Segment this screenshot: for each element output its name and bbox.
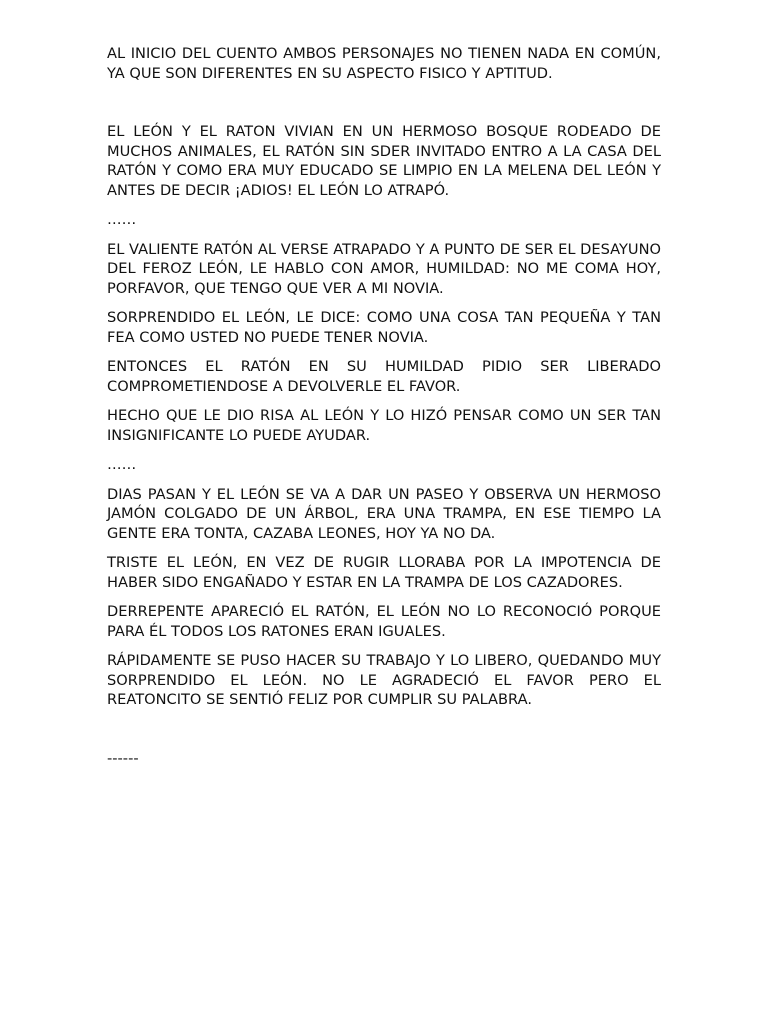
paragraph-hecho: HECHO QUE LE DIO RISA AL LEÓN Y LO HIZÓ PENSAR COMO UN SER TAN INSIGNIFICANTE LO PUEDE AYUDAR. [107,407,661,444]
paragraph-rapidamente: RÁPIDAMENTE SE PUSO HACER SU TRABAJO Y LO LIBERO, QUEDANDO MUY SORPRENDIDO EL LEÓN. NO LE AGRADECIÓ EL FAVOR PERO EL REATONCITO SE SENTIÓ FELIZ POR CUMPLIR SU PALABRA. [107,652,661,708]
ellipsis-separator: …… [107,211,137,228]
paragraph-bosque: EL LEÓN Y EL RATON VIVIAN EN UN HERMOSO BOSQUE RODEADO DE MUCHOS ANIMALES, EL RATÓN SIN SDER INVITADO ENTRO A LA CASA DEL RATÓN Y COMO ERA MUY EDUCADO SE LIMPIO EN LA MELENA DEL LEÓN Y ANTES DE DECIR ¡ADIOS! EL LEÓN LO ATRAPÓ. [107,123,661,199]
end-separator: ------ [107,749,139,767]
paragraph-dias-pasan: DIAS PASAN Y EL LEÓN SE VA A DAR UN PASEO Y OBSERVA UN HERMOSO JAMÓN COLGADO DE UN ÁRBOL, ERA UNA TRAMPA, EN ESE TIEMPO LA GENTE ERA TONTA, CAZABA LEONES, HOY YA NO DA. [107,485,661,542]
paragraph-valiente-raton: EL VALIENTE RATÓN AL VERSE ATRAPADO Y A PUNTO DE SER EL DESAYUNO DEL FEROZ LEÓN, LE HABLO CON AMOR, HUMILDAD: NO ME COMA HOY, PORFAVOR, QUE TENGO QUE VER A MI NOVIA. [107,240,661,297]
paragraph-sorprendido: SORPRENDIDO EL LEÓN, LE DICE: COMO UNA COSA TAN PEQUEÑA Y TAN FEA COMO USTED NO PUEDE TENER NOVIA. [107,309,661,346]
paragraph-triste: TRISTE EL LEÓN, EN VEZ DE RUGIR LLORABA POR LA IMPOTENCIA DE HABER SIDO ENGAÑADO Y ESTAR EN LA TRAMPA DE LOS CAZADORES. [107,554,661,591]
paragraph-entonces: ENTONCES EL RATÓN EN SU HUMILDAD PIDIO SER LIBERADO COMPROMETIENDOSE A DEVOLVERLE EL FAVOR. [107,358,661,395]
paragraph-intro: AL INICIO DEL CUENTO AMBOS PERSONAJES NO TIENEN NADA EN COMÚN, YA QUE SON DIFERENTES EN SU ASPECTO FISICO Y APTITUD. [107,45,661,82]
paragraph-derrepente: DERREPENTE APARECIÓ EL RATÓN, EL LEÓN NO LO RECONOCIÓ PORQUE PARA ÉL TODOS LOS RATONES ERAN IGUALES. [107,603,661,640]
document-page [107,44,661,768]
ellipsis-separator: …… [107,456,137,473]
